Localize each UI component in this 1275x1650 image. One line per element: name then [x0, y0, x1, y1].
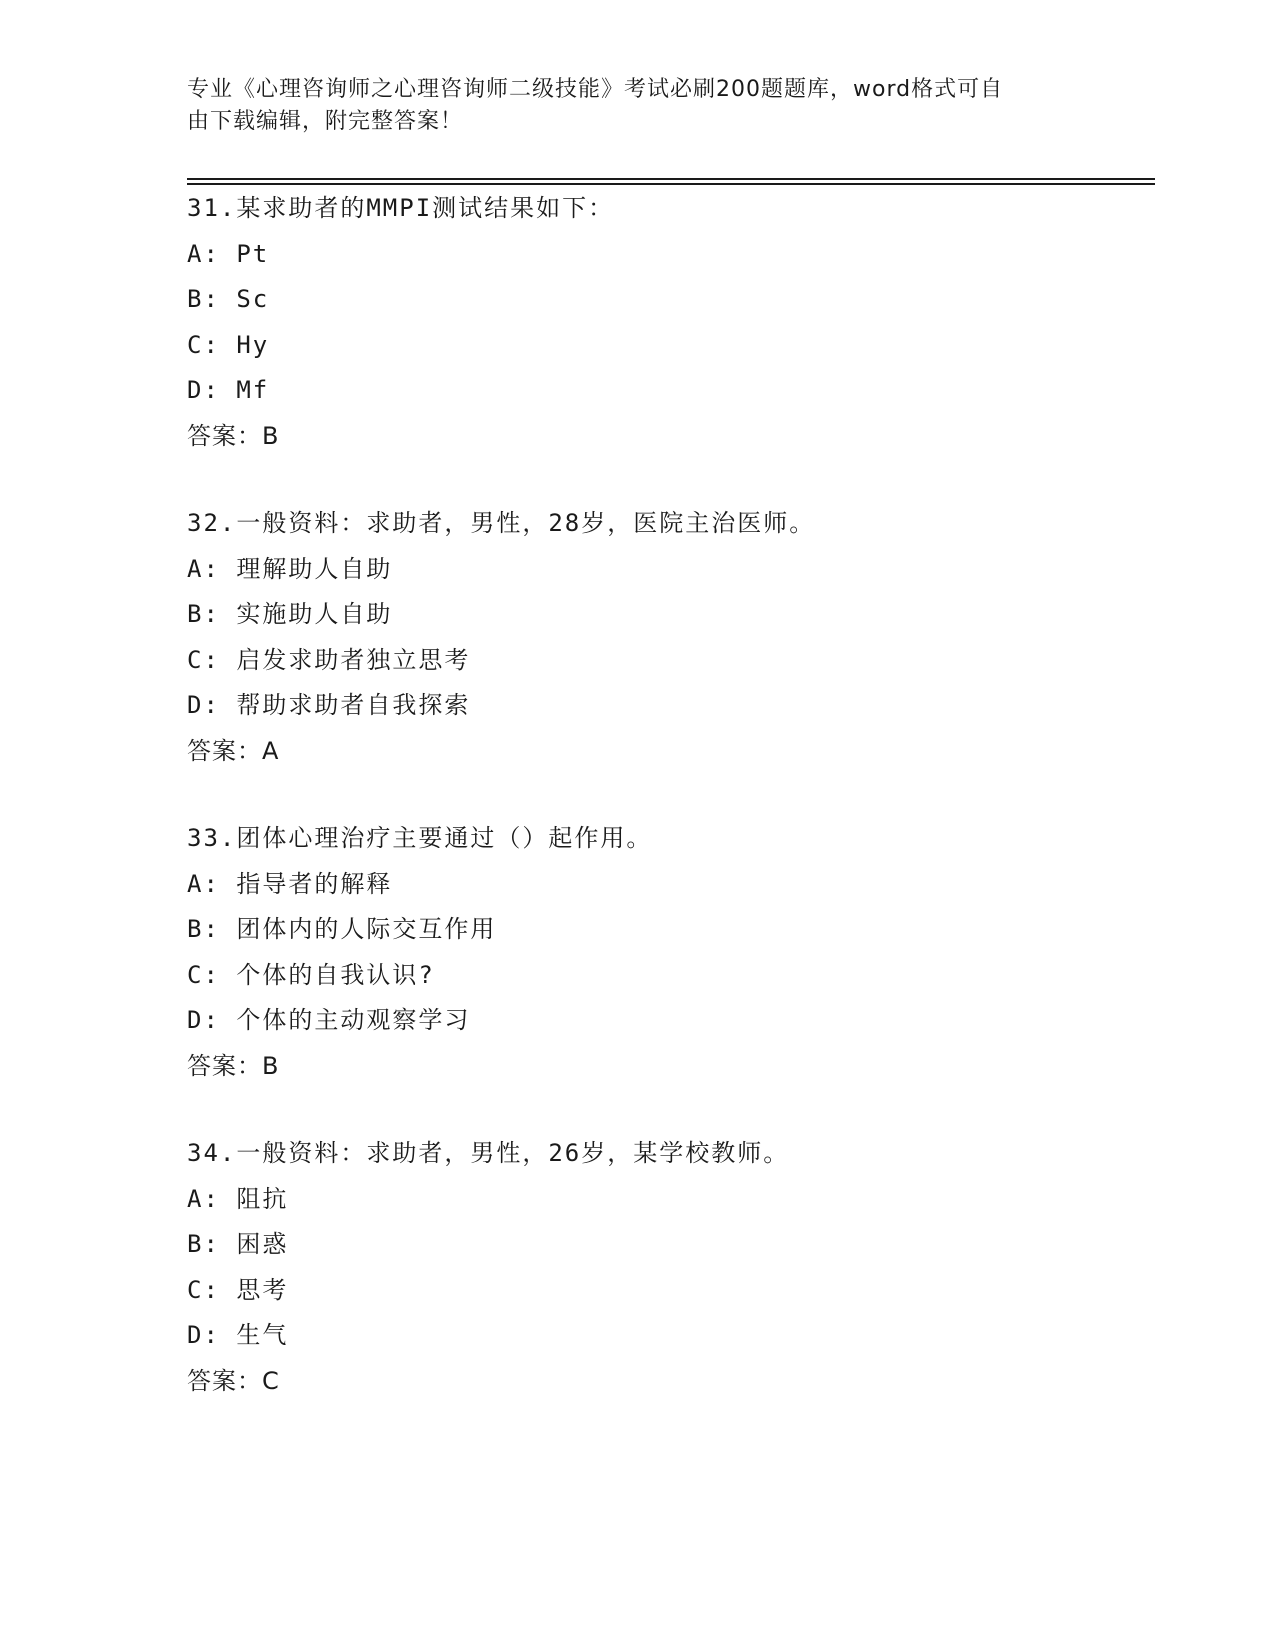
option-c: C: 思考 — [187, 1275, 289, 1304]
option-d: D: 个体的主动观察学习 — [187, 1006, 471, 1034]
question-stem: 31.某求助者的MMPI测试结果如下： — [187, 194, 615, 222]
option-d: D: 帮助求助者自我探索 — [187, 691, 471, 719]
header-line-1: 专业《心理咨询师之心理咨询师二级技能》考试必刷200题题库，word格式可自 — [187, 77, 1004, 102]
header-divider-top — [187, 178, 1155, 180]
answer-text: 答案：B — [187, 1051, 280, 1080]
header-divider-bottom — [187, 183, 1155, 185]
option-d: D: 生气 — [187, 1321, 289, 1349]
option-d: D: Mf — [187, 376, 270, 404]
document-header — [187, 74, 1067, 138]
option-a: A: 阻抗 — [187, 1184, 289, 1213]
option-b: B: 团体内的人际交互作用 — [187, 915, 497, 943]
option-a: A: Pt — [187, 239, 270, 268]
option-c: C: 个体的自我认识? — [187, 960, 435, 989]
option-a: A: 指导者的解释 — [187, 869, 393, 898]
question-31 — [187, 186, 1147, 459]
answer-text: 答案：B — [187, 421, 280, 450]
question-stem: 34.一般资料：求助者，男性，26岁，某学校教师。 — [187, 1139, 790, 1167]
question-33 — [187, 816, 1147, 1089]
option-a: A: 理解助人自助 — [187, 554, 393, 583]
option-b: B: 困惑 — [187, 1230, 289, 1258]
answer-text: 答案：A — [187, 736, 280, 765]
question-stem: 32.一般资料：求助者，男性，28岁，医院主治医师。 — [187, 509, 816, 537]
question-stem: 33.团体心理治疗主要通过（）起作用。 — [187, 824, 653, 852]
question-34 — [187, 1131, 1147, 1404]
answer-text: 答案：C — [187, 1366, 280, 1395]
option-c: C: 启发求助者独立思考 — [187, 645, 471, 674]
option-b: B: Sc — [187, 285, 270, 313]
header-line-2: 由下载编辑，附完整答案！ — [187, 109, 464, 134]
question-32 — [187, 501, 1147, 774]
option-c: C: Hy — [187, 330, 270, 359]
option-b: B: 实施助人自助 — [187, 600, 393, 628]
